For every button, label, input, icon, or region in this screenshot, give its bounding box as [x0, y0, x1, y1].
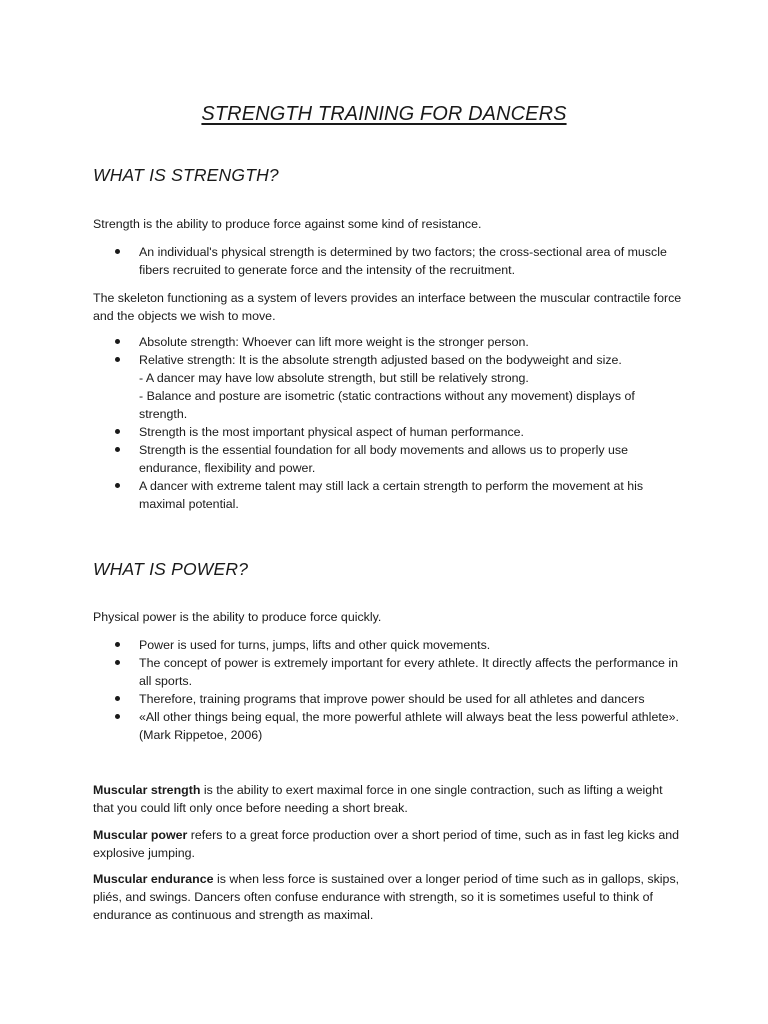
list-item: An individual's physical strength is determined by two factors; the cross-sectional area of muscle fibers recruited to generate force and the intensity of the recruitment.	[93, 243, 683, 279]
list-item: Therefore, training programs that improve power should be used for all athletes and dancers	[93, 690, 683, 708]
bullet-icon	[115, 642, 120, 647]
definition-muscular-power: Muscular power refers to a great force production over a short period of time, such as in fast leg kicks and explosive jumping.	[93, 828, 680, 860]
list-item: The concept of power is extremely important for every athlete. It directly affects the performance in all sports.	[93, 654, 683, 690]
document-title: STRENGTH TRAINING FOR DANCERS	[201, 103, 567, 125]
list-item: Strength is the most important physical aspect of human performance.	[93, 423, 683, 441]
strength-intro: Strength is the ability to produce force against some kind of resistance.	[93, 217, 482, 231]
list-item: A dancer with extreme talent may still lack a certain strength to perform the movement at his maximal potential.	[93, 477, 683, 513]
section-heading-power: WHAT IS POWER?	[93, 559, 249, 579]
strength-bullets-b	[93, 333, 683, 513]
sub-point: - Balance and posture are isometric (static contractions without any movement) displays of strength.	[139, 389, 635, 421]
definition-muscular-endurance: Muscular endurance is when less force is sustained over a longer period of time such as in gallops, skips, pliés, and swings. Dancers often confuse endurance with strength, so it is sometimes useful to think of endurance as continuous and strength as maximal.	[93, 872, 680, 922]
power-bullets	[93, 636, 683, 744]
bullet-icon	[115, 357, 120, 362]
list-item: Relative strength: It is the absolute strength adjusted based on the bodyweight and size. - A dancer may have low absolute strength, but still be relatively strong. - Balance and posture are isometric (static contractions without any movement) displays of strength.	[93, 351, 683, 423]
bullet-icon	[115, 249, 120, 254]
bullet-icon	[115, 714, 120, 719]
list-item: Absolute strength: Whoever can lift more weight is the stronger person.	[93, 333, 683, 351]
strength-bullets-a	[93, 243, 683, 279]
power-intro: Physical power is the ability to produce force quickly.	[93, 610, 382, 624]
bullet-icon	[115, 660, 120, 665]
list-item: Strength is the essential foundation for all body movements and allows us to properly use endurance, flexibility and power.	[93, 441, 683, 477]
list-item: «All other things being equal, the more powerful athlete will always beat the less powerful athlete». (Mark Rippetoe, 2006)	[93, 708, 683, 744]
bullet-icon	[115, 447, 120, 452]
sub-point: - A dancer may have low absolute strength, but still be relatively strong.	[139, 371, 529, 385]
bullet-icon	[115, 483, 120, 488]
bullet-icon	[115, 429, 120, 434]
definition-muscular-strength: Muscular strength is the ability to exert maximal force in one single contraction, such as lifting a weight that you could lift only once before needing a short break.	[93, 783, 663, 815]
list-item: Power is used for turns, jumps, lifts and other quick movements.	[93, 636, 683, 654]
bullet-icon	[115, 339, 120, 344]
bullet-icon	[115, 696, 120, 701]
levers-paragraph: The skeleton functioning as a system of levers provides an interface between the muscular contractile force and the objects we wish to move.	[93, 291, 682, 323]
section-heading-strength: WHAT IS STRENGTH?	[93, 165, 279, 185]
